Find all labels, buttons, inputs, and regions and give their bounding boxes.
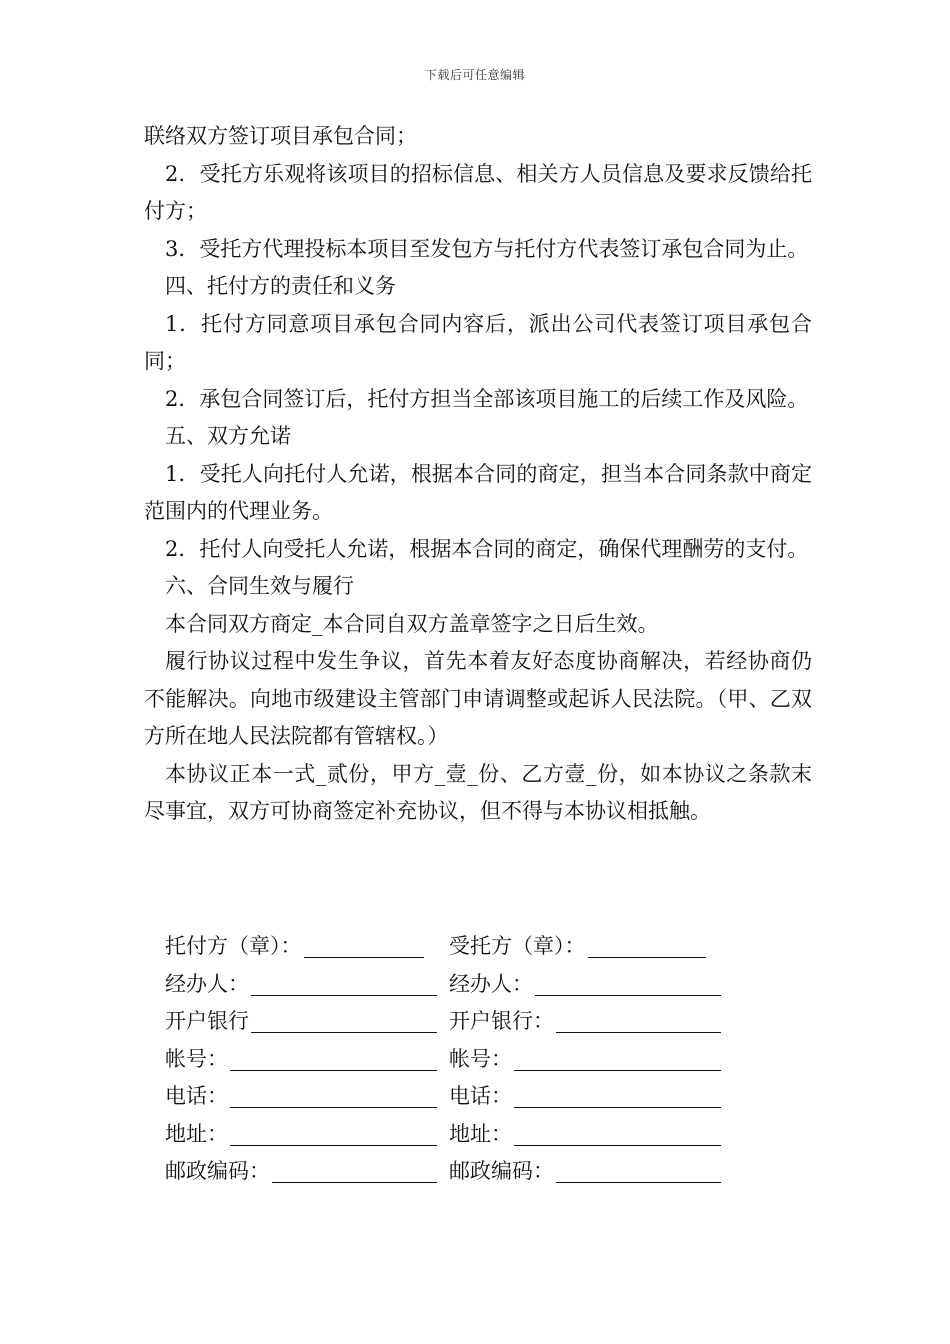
signature-block <box>165 928 733 1191</box>
fill-in-line[interactable] <box>556 1010 721 1033</box>
signature-row <box>165 1153 733 1191</box>
signature-field-left <box>165 1078 449 1115</box>
fill-in-line[interactable] <box>251 973 437 996</box>
fill-in-line[interactable] <box>304 935 424 958</box>
paragraph: 五、双方允诺 <box>165 424 291 448</box>
fill-in-line[interactable] <box>514 1085 721 1108</box>
signature-row <box>165 1078 733 1116</box>
paragraph: 1．受托人向托付人允诺，根据本合同的商定，担当本合同条款中商定范围内的代理业务。 <box>144 461 812 523</box>
paragraph: 2．托付人向受托人允诺，根据本合同的商定，确保代理酬劳的支付。 <box>165 536 809 561</box>
signature-label: 电话： <box>165 1084 228 1109</box>
paragraph: 履行协议过程中发生争议，首先本着友好态度协商解决，若经协商仍不能解决。向地市级建设主管部门申请调整或起诉人民法院。（甲、乙双方所在地人民法院都有管辖权。） <box>144 649 812 748</box>
signature-row <box>165 1116 733 1154</box>
signature-row <box>165 1041 733 1079</box>
signature-label: 经办人： <box>449 971 533 996</box>
signature-field-right <box>449 966 733 1003</box>
fill-in-line[interactable] <box>230 1123 437 1146</box>
signature-label: 地址： <box>449 1121 512 1146</box>
signature-field-right <box>449 1153 733 1190</box>
signature-label: 经办人： <box>165 971 249 996</box>
fill-in-line[interactable] <box>535 973 721 996</box>
paragraph: 六、合同生效与履行 <box>165 574 354 598</box>
signature-field-left <box>165 928 449 965</box>
paragraph: 2．承包合同签订后，托付方担当全部该项目施工的后续工作及风险。 <box>165 386 809 411</box>
signature-field-right <box>449 1116 733 1153</box>
signature-field-right <box>449 1041 733 1078</box>
signature-label: 邮政编码： <box>165 1159 270 1184</box>
signature-row <box>165 1003 733 1041</box>
signature-label: 开户银行： <box>449 1009 554 1034</box>
fill-in-line[interactable] <box>514 1048 721 1071</box>
signature-label: 受托方（章）： <box>449 934 586 959</box>
signature-label: 邮政编码： <box>449 1159 554 1184</box>
signature-label: 地址： <box>165 1121 228 1146</box>
page-header: 下载后可任意编辑 <box>424 68 525 82</box>
paragraph: 3．受托方代理投标本项目至发包方与托付方代表签订承包合同为止。 <box>165 236 809 261</box>
fill-in-line[interactable] <box>556 1160 721 1183</box>
signature-field-left <box>165 1116 449 1153</box>
paragraph: 四、托付方的责任和义务 <box>165 274 396 298</box>
signature-field-left <box>165 1041 449 1078</box>
contract-body <box>144 118 812 831</box>
fill-in-line[interactable] <box>514 1123 721 1146</box>
fill-in-line[interactable] <box>251 1010 437 1033</box>
signature-label: 帐号： <box>165 1046 228 1071</box>
signature-row <box>165 928 733 966</box>
signature-field-right <box>449 1078 733 1115</box>
fill-in-line[interactable] <box>272 1160 437 1183</box>
fill-in-line[interactable] <box>588 935 706 958</box>
fill-in-line[interactable] <box>230 1085 437 1108</box>
signature-row <box>165 966 733 1004</box>
signature-field-left <box>165 1003 449 1040</box>
signature-field-right <box>449 1003 733 1040</box>
signature-label: 开户银行 <box>165 1009 249 1034</box>
signature-field-right <box>449 928 733 965</box>
signature-label: 帐号： <box>449 1046 512 1071</box>
paragraph: 联络双方签订项目承包合同； <box>144 124 417 148</box>
signature-field-left <box>165 1153 449 1190</box>
signature-label: 电话： <box>449 1084 512 1109</box>
fill-in-line[interactable] <box>230 1048 437 1071</box>
paragraph: 本协议正本一式_贰份，甲方_壹_份、乙方壹_份，如本协议之条款末尽事宜，双方可协商签定补充协议，但不得与本协议相抵触。 <box>144 761 812 823</box>
signature-field-left <box>165 966 449 1003</box>
paragraph: 1．托付方同意项目承包合同内容后，派出公司代表签订项目承包合同； <box>144 311 812 373</box>
paragraph: 2．受托方乐观将该项目的招标信息、相关方人员信息及要求反馈给托付方； <box>144 161 812 223</box>
signature-label: 托付方（章）： <box>165 934 302 959</box>
paragraph: 本合同双方商定_本合同自双方盖章签字之日后生效。 <box>165 611 659 636</box>
